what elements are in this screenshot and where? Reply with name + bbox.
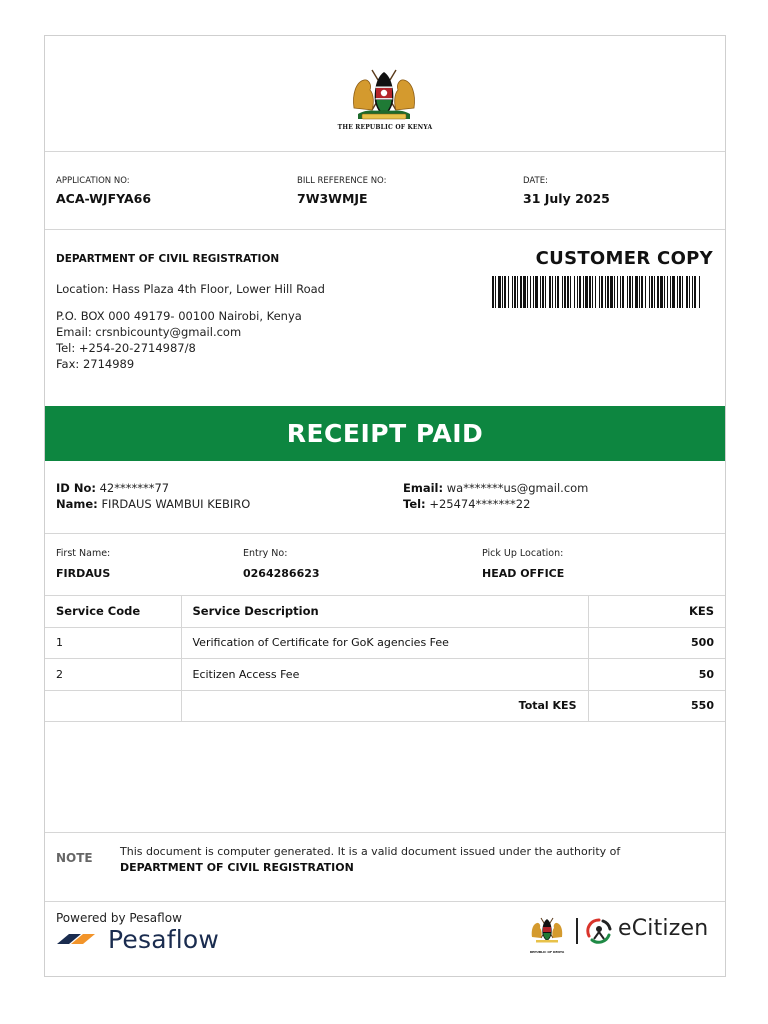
customer-email xyxy=(403,481,588,495)
customer-tel-label: Tel: xyxy=(403,497,426,511)
entry-no-label: Entry No: xyxy=(243,548,288,559)
department-fax: Fax: 2714989 xyxy=(56,357,135,371)
table-total-row xyxy=(45,690,725,722)
republic-caption: REPUBLIC OF KENYA xyxy=(529,950,565,954)
department-name: DEPARTMENT OF CIVIL REGISTRATION xyxy=(56,253,280,265)
table-row xyxy=(45,659,725,691)
application-label: APPLICATION NO: xyxy=(56,176,130,186)
department-location: Location: Hass Plaza 4th Floor, Lower Hill Road xyxy=(56,282,325,296)
customer-id-value: 42*******77 xyxy=(99,481,170,495)
department-po-box: P.O. BOX 000 49179- 00100 Nairobi, Kenya xyxy=(56,309,302,323)
note-authority: DEPARTMENT OF CIVIL REGISTRATION xyxy=(120,861,354,874)
header-kes: KES xyxy=(588,596,725,628)
service-amount: 500 xyxy=(588,627,725,659)
customer-id-label: ID No: xyxy=(56,481,96,495)
bill-reference-value: 7W3WMJE xyxy=(297,191,368,206)
pesaflow-wordmark: Pesaflow xyxy=(108,925,219,954)
services-table xyxy=(45,595,725,722)
pesaflow-logo-icon xyxy=(55,926,99,950)
divider xyxy=(45,901,725,902)
divider xyxy=(45,533,725,534)
customer-name-label: Name: xyxy=(56,497,98,511)
bill-reference-label: BILL REFERENCE NO: xyxy=(297,176,387,186)
service-amount: 50 xyxy=(588,659,725,691)
receipt-paid-banner: RECEIPT PAID xyxy=(45,406,725,461)
customer-email-value: wa*******us@gmail.com xyxy=(446,481,589,495)
kenya-coat-of-arms-small-icon xyxy=(529,912,565,948)
table-header-row xyxy=(45,596,725,628)
header xyxy=(45,36,725,151)
customer-copy-label: CUSTOMER COPY xyxy=(535,248,713,269)
customer-tel-value: +25474*******22 xyxy=(429,497,531,511)
customer-tel xyxy=(403,497,530,511)
date-value: 31 July 2025 xyxy=(523,191,610,206)
first-name-value: FIRDAUS xyxy=(56,567,111,580)
department-email: Email: crsnbicounty@gmail.com xyxy=(56,325,242,339)
barcode xyxy=(492,276,702,308)
ecitizen-wordmark: eCitizen xyxy=(618,916,709,941)
entry-no-value: 0264286623 xyxy=(243,567,320,580)
divider xyxy=(45,229,725,230)
customer-id xyxy=(56,481,169,495)
total-empty-cell xyxy=(45,690,181,722)
service-code: 1 xyxy=(45,627,181,659)
divider xyxy=(45,832,725,833)
service-code: 2 xyxy=(45,659,181,691)
coat-caption: THE REPUBLIC OF KENYA xyxy=(337,124,433,131)
first-name-label: First Name: xyxy=(56,548,111,559)
department-tel: Tel: +254-20-2714987/8 xyxy=(56,341,196,355)
powered-by-text: Powered by Pesaflow xyxy=(56,911,182,925)
pickup-location-value: HEAD OFFICE xyxy=(482,567,565,580)
header-service-description: Service Description xyxy=(181,596,588,628)
application-value: ACA-WJFYA66 xyxy=(56,191,152,206)
divider xyxy=(45,151,725,152)
header-service-code: Service Code xyxy=(45,596,181,628)
customer-name-value: FIRDAUS WAMBUI KEBIRO xyxy=(101,497,251,511)
service-description: Ecitizen Access Fee xyxy=(181,659,588,691)
total-label: Total KES xyxy=(181,690,588,722)
total-value: 550 xyxy=(588,690,725,722)
customer-email-label: Email: xyxy=(403,481,444,495)
kenya-coat-of-arms-icon xyxy=(348,64,420,124)
note-text: This document is computer generated. It is a valid document issued under the authority of xyxy=(120,845,621,858)
ecitizen-logo-icon xyxy=(585,917,613,945)
footer-separator xyxy=(576,918,578,944)
pickup-location-label: Pick Up Location: xyxy=(482,548,564,559)
customer-name xyxy=(56,497,250,511)
date-label: DATE: xyxy=(523,176,548,186)
receipt-document xyxy=(44,35,726,977)
service-description: Verification of Certificate for GoK agencies Fee xyxy=(181,627,588,659)
note-label: NOTE xyxy=(56,851,93,865)
table-row xyxy=(45,627,725,659)
